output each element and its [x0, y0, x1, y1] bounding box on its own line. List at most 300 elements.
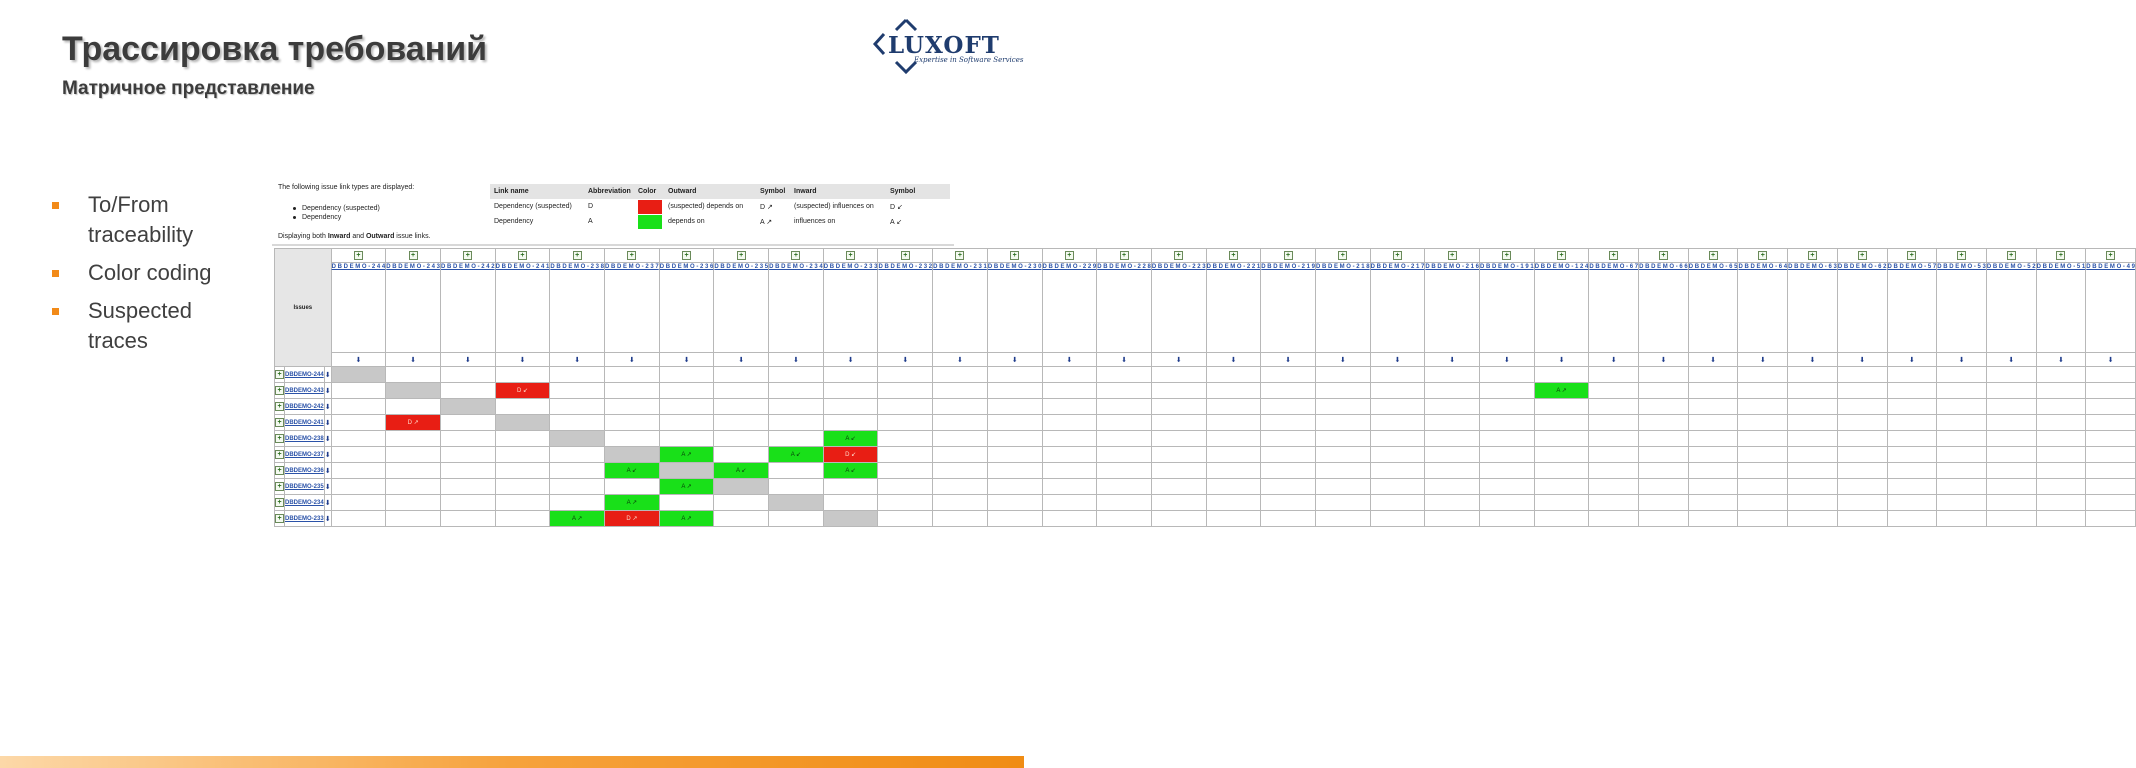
matrix-cell: [659, 431, 714, 447]
column-add-cell: [1788, 249, 1838, 263]
add-link-icon[interactable]: +: [682, 251, 691, 260]
matrix-cell: [769, 399, 824, 415]
column-add-cell: [1425, 249, 1480, 263]
row-issue-link[interactable]: DBDEMO-242: [285, 399, 325, 415]
matrix-cell: [550, 463, 605, 479]
matrix-cell: [1480, 367, 1535, 383]
column-add-cell: [769, 249, 824, 263]
matrix-cell: [1639, 511, 1689, 527]
add-link-icon[interactable]: +: [1858, 251, 1867, 260]
legend-inward: (suspected) influences on: [794, 203, 874, 210]
column-issue-link[interactable]: D B D E M O - 2 4 1: [495, 263, 550, 353]
down-arrow-icon[interactable]: ⬇: [628, 356, 635, 364]
matrix-cell: [1639, 431, 1689, 447]
matrix-cell: [550, 367, 605, 383]
column-issue-link[interactable]: D B D E M O - 4 9: [2086, 263, 2136, 353]
matrix-cell: [2036, 415, 2086, 431]
down-arrow-icon[interactable]: ⬇: [1175, 356, 1182, 364]
matrix-cell-dependency[interactable]: A ↗: [605, 495, 660, 511]
down-arrow-icon[interactable]: ⬇: [847, 356, 854, 364]
matrix-cell: [331, 431, 386, 447]
matrix-cell: [331, 415, 386, 431]
matrix-cell: [823, 367, 878, 383]
matrix-row: [275, 415, 2136, 431]
add-link-icon[interactable]: +: [275, 370, 284, 379]
add-link-icon[interactable]: +: [791, 251, 800, 260]
row-issue-link[interactable]: DBDEMO-236: [285, 463, 325, 479]
add-link-icon[interactable]: +: [275, 466, 284, 475]
column-arrow-cell: [1261, 353, 1316, 367]
down-arrow-icon[interactable]: ⬇: [324, 467, 331, 475]
down-arrow-icon[interactable]: ⬇: [683, 356, 690, 364]
matrix-cell: [495, 495, 550, 511]
column-add-cell: [1097, 249, 1152, 263]
matrix-row: [275, 479, 2136, 495]
matrix-cell: [1639, 479, 1689, 495]
matrix-cell: [1837, 431, 1887, 447]
row-arrow-cell: [324, 399, 331, 415]
down-arrow-icon[interactable]: ⬇: [1449, 356, 1456, 364]
matrix-cell: [1534, 431, 1589, 447]
down-arrow-icon[interactable]: ⬇: [324, 371, 331, 379]
column-arrow-cell: [878, 353, 933, 367]
column-issue-link[interactable]: D B D E M O - 6 6: [1639, 263, 1689, 353]
column-issue-link[interactable]: D B D E M O - 1 9 1: [1480, 263, 1535, 353]
matrix-cell: [1370, 383, 1425, 399]
matrix-cell: [1986, 447, 2036, 463]
legend-abbreviation: D: [588, 203, 594, 210]
add-link-icon[interactable]: +: [1120, 251, 1129, 260]
down-arrow-icon[interactable]: ⬇: [957, 356, 963, 364]
matrix-cell: [1937, 447, 1987, 463]
matrix-cell: [1688, 431, 1738, 447]
column-arrow-cell: [440, 353, 495, 367]
add-link-icon[interactable]: +: [2056, 251, 2065, 260]
add-link-icon[interactable]: +: [1284, 251, 1293, 260]
matrix-cell: [1425, 495, 1480, 511]
matrix-cell: [1370, 367, 1425, 383]
down-arrow-icon[interactable]: ⬇: [2008, 356, 2015, 364]
matrix-cell-suspected[interactable]: D ↗: [605, 511, 660, 527]
matrix-cell: [1042, 511, 1097, 527]
add-link-icon[interactable]: +: [1502, 251, 1511, 260]
column-issue-link[interactable]: D B D E M O - 2 3 8: [550, 263, 605, 353]
down-arrow-icon[interactable]: ⬇: [738, 356, 745, 364]
down-arrow-icon[interactable]: ⬇: [324, 403, 331, 411]
add-link-icon[interactable]: +: [2106, 251, 2115, 260]
add-link-icon[interactable]: +: [2007, 251, 2016, 260]
matrix-cell: [1261, 367, 1316, 383]
matrix-cell: [1151, 399, 1206, 415]
row-issue-link[interactable]: DBDEMO-233: [285, 511, 325, 527]
legend-type-list: [302, 204, 380, 222]
matrix-cell: [1887, 479, 1937, 495]
column-issue-link[interactable]: D B D E M O - 6 7: [1589, 263, 1639, 353]
column-add-cell: [1837, 249, 1887, 263]
matrix-cell: [1425, 399, 1480, 415]
column-arrow-cell: [495, 353, 550, 367]
add-link-icon[interactable]: +: [518, 251, 527, 260]
matrix-cell: [1887, 383, 1937, 399]
matrix-cell: [1887, 447, 1937, 463]
down-arrow-icon[interactable]: ⬇: [324, 451, 331, 459]
matrix-cell: [1206, 431, 1261, 447]
row-add-cell: [275, 415, 285, 431]
matrix-cell: [2086, 447, 2136, 463]
matrix-cell: [1315, 447, 1370, 463]
add-link-icon[interactable]: +: [1659, 251, 1668, 260]
matrix-cell: [1315, 367, 1370, 383]
down-arrow-icon[interactable]: ⬇: [1859, 356, 1866, 364]
add-link-icon[interactable]: +: [275, 386, 284, 395]
matrix-cell-dependency[interactable]: A ↙: [823, 431, 878, 447]
down-arrow-icon[interactable]: ⬇: [1958, 356, 1965, 364]
matrix-cell: [769, 479, 824, 495]
column-issue-link[interactable]: D B D E M O - 5 1: [2036, 263, 2086, 353]
matrix-cell: [1589, 479, 1639, 495]
matrix-cell: [878, 495, 933, 511]
column-issue-link[interactable]: D B D E M O - 2 3 5: [714, 263, 769, 353]
matrix-cell: [1097, 479, 1152, 495]
down-arrow-icon[interactable]: ⬇: [1660, 356, 1667, 364]
add-link-icon[interactable]: +: [1907, 251, 1916, 260]
column-add-cell: [1534, 249, 1589, 263]
matrix-cell: [1738, 431, 1788, 447]
add-link-icon[interactable]: +: [1229, 251, 1238, 260]
row-issue-link[interactable]: DBDEMO-241: [285, 415, 325, 431]
matrix-cell: [933, 495, 988, 511]
down-arrow-icon[interactable]: ⬇: [1908, 356, 1915, 364]
column-issue-link[interactable]: D B D E M O - 6 2: [1837, 263, 1887, 353]
row-issue-link[interactable]: DBDEMO-237: [285, 447, 325, 463]
matrix-cell: [1370, 447, 1425, 463]
column-issue-link[interactable]: D B D E M O - 6 4: [1738, 263, 1788, 353]
matrix-cell: [1887, 495, 1937, 511]
legend-header-cell: Symbol: [756, 184, 790, 199]
add-link-icon[interactable]: +: [275, 434, 284, 443]
add-link-icon[interactable]: +: [573, 251, 582, 260]
bullet-text: Color coding: [88, 260, 212, 285]
down-arrow-icon[interactable]: ⬇: [2057, 356, 2064, 364]
row-arrow-cell: [324, 511, 331, 527]
column-add-cell: [823, 249, 878, 263]
column-issue-link[interactable]: D B D E M O - 2 2 3: [1151, 263, 1206, 353]
down-arrow-icon[interactable]: ⬇: [1066, 356, 1073, 364]
matrix-cell: [2086, 415, 2136, 431]
down-arrow-icon[interactable]: ⬇: [574, 356, 581, 364]
down-arrow-icon[interactable]: ⬇: [410, 356, 417, 364]
column-issue-link[interactable]: D B D E M O - 2 4 4: [331, 263, 386, 353]
column-add-cell: [1589, 249, 1639, 263]
column-add-cell: [440, 249, 495, 263]
down-arrow-icon[interactable]: ⬇: [324, 387, 331, 395]
matrix-cell: [1837, 383, 1887, 399]
legend-header-cell: Inward: [790, 184, 886, 199]
add-link-icon[interactable]: +: [409, 251, 418, 260]
add-link-icon[interactable]: +: [627, 251, 636, 260]
legend-color-cell: [634, 214, 664, 229]
matrix-cell: [1788, 415, 1838, 431]
matrix-cell: [933, 447, 988, 463]
matrix-cell: [550, 383, 605, 399]
add-link-icon[interactable]: +: [275, 450, 284, 459]
matrix-cell: [987, 383, 1042, 399]
down-arrow-icon[interactable]: ⬇: [324, 435, 331, 443]
column-arrow-cell: [2036, 353, 2086, 367]
matrix-cell-dependency[interactable]: A ↙: [714, 463, 769, 479]
column-issue-link[interactable]: D B D E M O - 2 1 9: [1261, 263, 1316, 353]
column-issue-link[interactable]: D B D E M O - 1 2 4: [1534, 263, 1589, 353]
column-issue-link[interactable]: D B D E M O - 2 1 6: [1425, 263, 1480, 353]
add-link-icon[interactable]: +: [846, 251, 855, 260]
logo-text: LUXOFT: [888, 32, 1000, 59]
add-link-icon[interactable]: +: [955, 251, 964, 260]
column-add-cell: [1986, 249, 2036, 263]
column-issue-link[interactable]: D B D E M O - 2 2 9: [1042, 263, 1097, 353]
down-arrow-icon[interactable]: ⬇: [1230, 356, 1237, 364]
row-issue-link[interactable]: DBDEMO-238: [285, 431, 325, 447]
column-add-cell: [1480, 249, 1535, 263]
add-link-icon[interactable]: +: [1709, 251, 1718, 260]
down-arrow-icon[interactable]: ⬇: [464, 356, 471, 364]
matrix-cell: [1887, 463, 1937, 479]
add-link-icon[interactable]: +: [1338, 251, 1347, 260]
matrix-cell-dependency[interactable]: A ↙: [769, 447, 824, 463]
matrix-cell: [1425, 463, 1480, 479]
add-link-icon[interactable]: +: [737, 251, 746, 260]
add-link-icon[interactable]: +: [275, 498, 284, 507]
row-issue-link[interactable]: DBDEMO-234: [285, 495, 325, 511]
down-arrow-icon[interactable]: ⬇: [519, 356, 526, 364]
matrix-cell: [1639, 383, 1689, 399]
column-issue-link[interactable]: D B D E M O - 2 3 0: [987, 263, 1042, 353]
add-link-icon[interactable]: +: [1065, 251, 1074, 260]
down-arrow-icon[interactable]: ⬇: [1339, 356, 1346, 364]
matrix-cell: [1425, 479, 1480, 495]
matrix-cell: [1937, 367, 1987, 383]
down-arrow-icon[interactable]: ⬇: [1285, 356, 1292, 364]
matrix-cell: [1837, 367, 1887, 383]
add-link-icon[interactable]: +: [1174, 251, 1183, 260]
add-link-icon[interactable]: +: [1957, 251, 1966, 260]
matrix-cell: [878, 463, 933, 479]
down-arrow-icon[interactable]: ⬇: [1011, 356, 1018, 364]
column-add-cell: [1206, 249, 1261, 263]
matrix-row: [275, 431, 2136, 447]
column-issue-link[interactable]: D B D E M O - 5 7: [1887, 263, 1937, 353]
matrix-cell: [1261, 447, 1316, 463]
add-link-icon[interactable]: +: [1609, 251, 1618, 260]
column-issue-link[interactable]: D B D E M O - 2 4 3: [386, 263, 441, 353]
matrix-cell: [933, 415, 988, 431]
matrix-cell: [2036, 399, 2086, 415]
matrix-cell: [605, 479, 660, 495]
matrix-cell: [769, 431, 824, 447]
matrix-cell: [1480, 447, 1535, 463]
matrix-cell: [1986, 431, 2036, 447]
matrix-row: [275, 463, 2136, 479]
row-add-cell: [275, 383, 285, 399]
matrix-cell: [714, 447, 769, 463]
add-link-icon[interactable]: +: [1448, 251, 1457, 260]
matrix-cell-dependency[interactable]: A ↗: [659, 511, 714, 527]
legend-in-symbol: D ↙: [890, 203, 903, 211]
column-issue-link[interactable]: D B D E M O - 6 5: [1688, 263, 1738, 353]
column-issue-link[interactable]: D B D E M O - 5 2: [1986, 263, 2036, 353]
matrix-cell: [878, 511, 933, 527]
down-arrow-icon[interactable]: ⬇: [324, 483, 331, 491]
matrix-cell: [1206, 383, 1261, 399]
matrix-cell: [605, 415, 660, 431]
matrix-cell-suspected[interactable]: D ↙: [823, 447, 878, 463]
down-arrow-icon[interactable]: ⬇: [1503, 356, 1510, 364]
matrix-cell-self: [495, 415, 550, 431]
down-arrow-icon[interactable]: ⬇: [1809, 356, 1816, 364]
down-arrow-icon[interactable]: ⬇: [1610, 356, 1617, 364]
column-issue-link[interactable]: D B D E M O - 2 4 2: [440, 263, 495, 353]
column-issue-link[interactable]: D B D E M O - 2 3 3: [823, 263, 878, 353]
add-link-icon[interactable]: +: [275, 482, 284, 491]
add-link-icon[interactable]: +: [1557, 251, 1566, 260]
legend-link-name: Dependency: [494, 218, 534, 225]
matrix-cell: [659, 415, 714, 431]
down-arrow-icon[interactable]: ⬇: [324, 515, 331, 523]
add-link-icon[interactable]: +: [275, 514, 284, 523]
row-issue-link[interactable]: DBDEMO-244: [285, 367, 325, 383]
matrix-cell: [987, 415, 1042, 431]
row-issue-link[interactable]: DBDEMO-235: [285, 479, 325, 495]
matrix-cell: [386, 479, 441, 495]
down-arrow-icon[interactable]: ⬇: [902, 356, 909, 364]
add-link-icon[interactable]: +: [1010, 251, 1019, 260]
legend-header-row: [490, 184, 950, 199]
matrix-cell: [1937, 383, 1987, 399]
column-add-cell: [1370, 249, 1425, 263]
matrix-cell: [1788, 447, 1838, 463]
matrix-cell: [714, 415, 769, 431]
matrix-cell: [1425, 367, 1480, 383]
row-add-cell: [275, 399, 285, 415]
matrix-cell: [769, 383, 824, 399]
down-arrow-icon[interactable]: ⬇: [1394, 356, 1401, 364]
add-link-icon[interactable]: +: [354, 251, 363, 260]
add-link-icon[interactable]: +: [1808, 251, 1817, 260]
matrix-cell: [440, 479, 495, 495]
matrix-cell-dependency[interactable]: A ↗: [659, 447, 714, 463]
row-add-cell: [275, 511, 285, 527]
column-issue-link[interactable]: D B D E M O - 2 2 8: [1097, 263, 1152, 353]
down-arrow-icon[interactable]: ⬇: [2107, 356, 2114, 364]
matrix-cell: [2036, 495, 2086, 511]
matrix-cell: [386, 447, 441, 463]
matrix-cell: [1206, 399, 1261, 415]
down-arrow-icon[interactable]: ⬇: [324, 499, 331, 507]
matrix-cell: [1480, 431, 1535, 447]
row-issue-link[interactable]: DBDEMO-243: [285, 383, 325, 399]
add-link-icon[interactable]: +: [275, 418, 284, 427]
matrix-cell-dependency[interactable]: A ↗: [550, 511, 605, 527]
bullet-text: To/From traceability: [88, 192, 194, 247]
column-issue-link[interactable]: D B D E M O - 6 3: [1788, 263, 1838, 353]
column-issue-link[interactable]: D B D E M O - 2 1 8: [1315, 263, 1370, 353]
add-link-icon[interactable]: +: [463, 251, 472, 260]
matrix-cell: [878, 383, 933, 399]
matrix-cell: [1315, 479, 1370, 495]
matrix-cell-suspected[interactable]: D ↙: [495, 383, 550, 399]
legend-inward: influences on: [794, 218, 836, 225]
matrix-cell: [714, 495, 769, 511]
add-link-icon[interactable]: +: [1393, 251, 1402, 260]
matrix-cell-dependency[interactable]: A ↗: [1534, 383, 1589, 399]
down-arrow-icon[interactable]: ⬇: [1710, 356, 1717, 364]
down-arrow-icon[interactable]: ⬇: [1759, 356, 1766, 364]
matrix-cell: [1788, 367, 1838, 383]
matrix-cell-suspected[interactable]: D ↗: [386, 415, 441, 431]
add-link-icon[interactable]: +: [1758, 251, 1767, 260]
row-add-cell: [275, 447, 285, 463]
row-add-cell: [275, 495, 285, 511]
matrix-cell: [1315, 463, 1370, 479]
matrix-cell: [1589, 399, 1639, 415]
matrix-cell: [2086, 431, 2136, 447]
column-add-cell: [1887, 249, 1937, 263]
matrix-cell: [1425, 415, 1480, 431]
legend-in-symbol: A ↙: [890, 218, 903, 226]
down-arrow-icon[interactable]: ⬇: [1558, 356, 1565, 364]
matrix-row: [275, 511, 2136, 527]
column-issue-link[interactable]: D B D E M O - 2 2 1: [1206, 263, 1261, 353]
bullet-item: [52, 190, 252, 250]
column-issue-link[interactable]: D B D E M O - 2 3 6: [659, 263, 714, 353]
column-add-cell: [605, 249, 660, 263]
column-arrow-cell: [605, 353, 660, 367]
column-issue-link[interactable]: D B D E M O - 5 3: [1937, 263, 1987, 353]
column-arrow-cell: [550, 353, 605, 367]
column-issue-link[interactable]: D B D E M O - 2 1 7: [1370, 263, 1425, 353]
matrix-cell: [1837, 495, 1887, 511]
matrix-cell: [1986, 463, 2036, 479]
column-issue-link[interactable]: D B D E M O - 2 3 7: [605, 263, 660, 353]
matrix-cell-dependency[interactable]: A ↙: [823, 463, 878, 479]
column-add-cell: [1937, 249, 1987, 263]
column-issue-link[interactable]: D B D E M O - 2 3 2: [878, 263, 933, 353]
column-issue-link[interactable]: D B D E M O - 2 3 1: [933, 263, 988, 353]
traceability-screenshot: [272, 178, 2135, 540]
row-add-cell: [275, 463, 285, 479]
matrix-cell: [1206, 479, 1261, 495]
matrix-cell-dependency[interactable]: A ↙: [605, 463, 660, 479]
luxoft-logo: [868, 14, 1024, 76]
matrix-cell: [714, 367, 769, 383]
column-arrow-cell: [1315, 353, 1370, 367]
add-link-icon[interactable]: +: [901, 251, 910, 260]
down-arrow-icon[interactable]: ⬇: [792, 356, 799, 364]
matrix-cell: [1097, 447, 1152, 463]
matrix-cell: [1887, 415, 1937, 431]
add-link-icon[interactable]: +: [275, 402, 284, 411]
column-issue-link[interactable]: D B D E M O - 2 3 4: [769, 263, 824, 353]
down-arrow-icon[interactable]: ⬇: [324, 419, 331, 427]
down-arrow-icon[interactable]: ⬇: [1121, 356, 1127, 364]
matrix-cell: [1688, 383, 1738, 399]
down-arrow-icon[interactable]: ⬇: [355, 356, 362, 364]
matrix-cell: [386, 431, 441, 447]
matrix-cell: [1986, 415, 2036, 431]
matrix-cell-dependency[interactable]: A ↗: [659, 479, 714, 495]
matrix-cell: [1097, 463, 1152, 479]
legend-row: [490, 199, 950, 214]
matrix-cell: [1097, 415, 1152, 431]
